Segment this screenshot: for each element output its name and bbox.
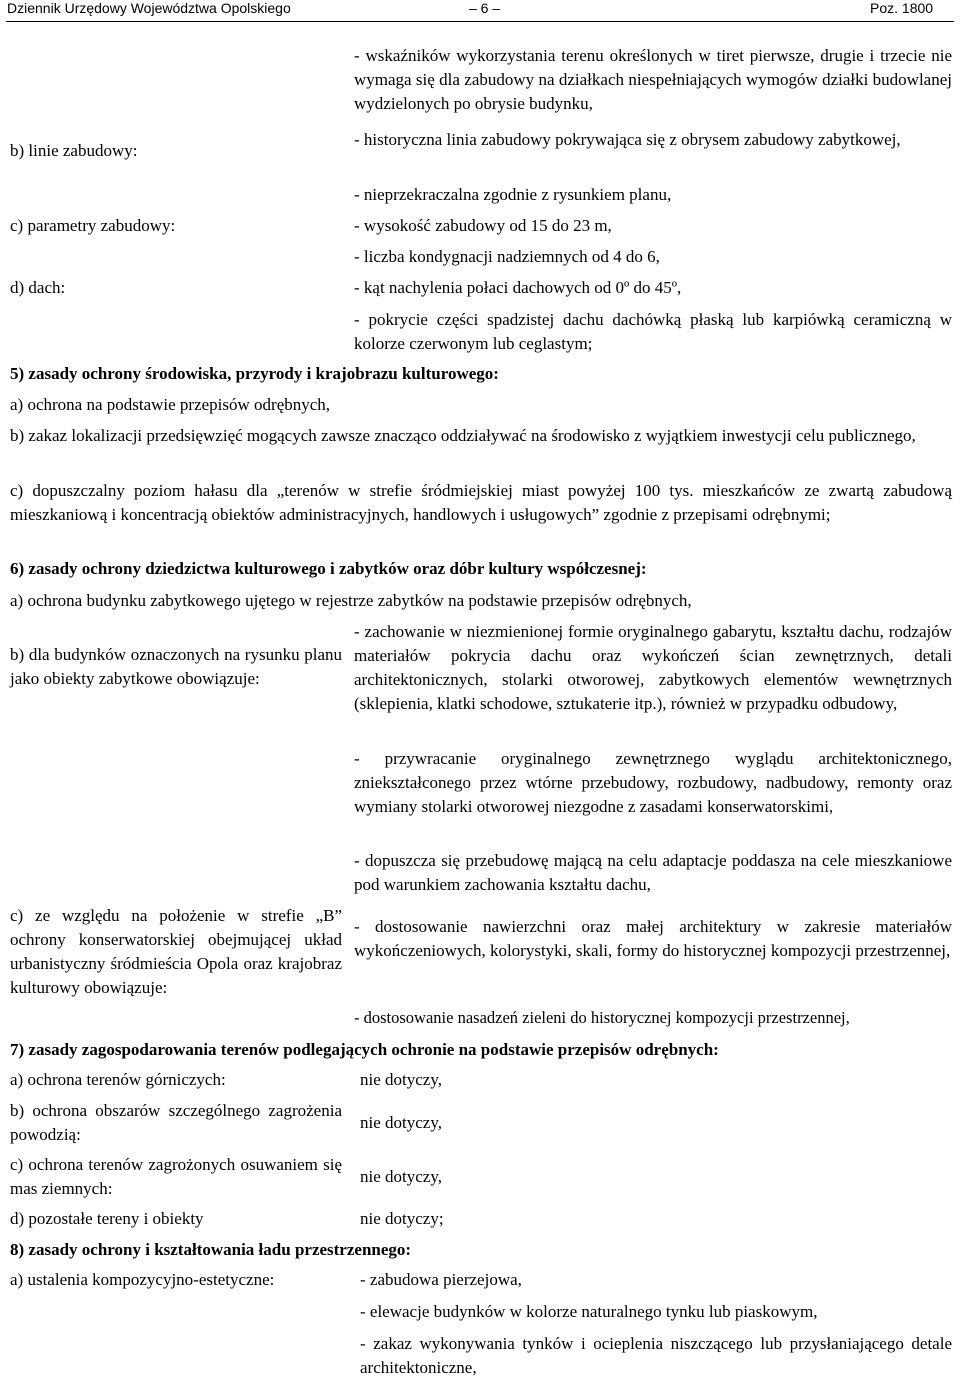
section-7-title: 7) zasady zagospodarowania terenów podlegających ochronie na podstawie przepisów odrębnych: <box>10 1040 719 1059</box>
section-6-title: 6) zasady ochrony dziedzictwa kulturowego i zabytków oraz dóbr kultury współczesnej: <box>10 559 647 578</box>
section-6-b-3: - dopuszcza się przebudowę mającą na celu adaptacje poddasza na cele mieszkaniowe pod warunkiem zachowania kształtu dachu, <box>354 851 952 894</box>
building-params-label: c) parametry zabudowy: <box>10 216 176 235</box>
building-height: - wysokość zabudowy od 15 do 23 m, <box>354 216 612 235</box>
section-8-a-1: - zabudowa pierzejowa, <box>360 1270 522 1289</box>
section-5-c: c) dopuszczalny poziom hałasu dla „terenów w strefie śródmiejskiej miast powyżej 100 tys. mieszkańców ze zwartą zabudową mieszkaniową i koncentracją obiektów administracyjnych, handlowych i usługowych” zgodnie z przepisami odrębnymi; <box>10 481 952 524</box>
section-7-b-label: b) ochrona obszarów szczególnego zagrożenia powodzią: <box>10 1101 342 1144</box>
roof-covering: - pokrycie części spadzistej dachu dachówką płaską lub karpiówką ceramiczną w kolorze czerwonym lub ceglastym; <box>354 310 952 353</box>
section-7-d-value: nie dotyczy; <box>360 1209 444 1228</box>
section-8-title: 8) zasady ochrony i kształtowania ładu przestrzennego: <box>10 1240 412 1259</box>
building-lines-historic: - historyczna linia zabudowy pokrywająca się z obrysem zabudowy zabytkowej, <box>354 130 901 149</box>
roof-angle: - kąt nachylenia połaci dachowych od 0º do 45º, <box>354 278 682 297</box>
building-lines-label: b) linie zabudowy: <box>10 141 138 160</box>
section-6-b-label: b) dla budynków oznaczonych na rysunku planu jako obiekty zabytkowe obowiązuje: <box>10 645 342 688</box>
page-header <box>0 0 960 22</box>
section-5-a: a) ochrona na podstawie przepisów odrębnych, <box>10 395 331 414</box>
building-lines-fixed: - nieprzekraczalna zgodnie z rysunkiem planu, <box>354 185 672 204</box>
section-6-c-1: - dostosowanie nawierzchni oraz małej architektury w zakresie materiałów wykończeniowych, kolorystyki, skali, formy do historycznej kompozycji przestrzennej, <box>354 917 952 960</box>
section-5-b: b) zakaz lokalizacji przedsięwzięć mogących zawsze znacząco oddziaływać na środowisko z wyjątkiem inwestycji celu publicznego, <box>10 426 916 445</box>
section-6-c-label: c) ze względu na położenie w strefie „B” ochrony konserwatorskiej obejmującej układ urbanistyczny śródmieścia Opola oraz krajobraz kulturowy obowiązuje: <box>10 906 342 997</box>
section-8-a-3: - zakaz wykonywania tynków i ocieplenia niszczącego lub przysłaniającego detale architektoniczne, <box>360 1334 952 1377</box>
journal-title: Dziennik Urzędowy Województwa Opolskiego <box>7 0 291 16</box>
section-7-a-label: a) ochrona terenów górniczych: <box>10 1070 226 1089</box>
section-7-c-value: nie dotyczy, <box>360 1167 442 1186</box>
section-8-a-2: - elewacje budynków w kolorze naturalnego tynku lub piaskowym, <box>360 1302 818 1321</box>
indicators-note: - wskaźników wykorzystania terenu określonych w tiret pierwsze, drugie i trzecie nie wymaga się dla zabudowy na działkach niespełniających wymogów działki budowlanej wydzielonych po obrysie budynku, <box>354 46 952 113</box>
header-rule <box>6 21 954 22</box>
section-5-title: 5) zasady ochrony środowiska, przyrody i krajobrazu kulturowego: <box>10 364 499 383</box>
section-8-a-label: a) ustalenia kompozycyjno-estetyczne: <box>10 1270 275 1289</box>
section-6-b-1: - zachowanie w niezmienionej formie oryginalnego gabarytu, kształtu dachu, rodzajów materiałów pokrycia dachu oraz wykończeń ścian zewnętrznych, detali architektonicznych, stolarki otworowej, zabytkowych elementów wewnętrznych (sklepienia, klatki schodowe, sztukaterie itp.), również w przypadku odbudowy, <box>354 622 952 713</box>
section-7-d-label: d) pozostałe tereny i obiekty <box>10 1209 204 1228</box>
section-7-b-value: nie dotyczy, <box>360 1113 442 1132</box>
section-6-b-2: - przywracanie oryginalnego zewnętrznego wyglądu architektonicznego, zniekształconego przez wtórne przebudowy, rozbudowy, nadbudowy, remonty oraz wymiany stolarki otworowej niezgodne z zasadami konserwatorskimi, <box>354 749 952 816</box>
page-number: – 6 – <box>469 0 501 16</box>
position-number: Poz. 1800 <box>870 0 934 16</box>
section-6-c-2: - dostosowanie nasadzeń zieleni do historycznej kompozycji przestrzennej, <box>354 1008 850 1027</box>
section-7-c-label: c) ochrona terenów zagrożonych osuwaniem się mas ziemnych: <box>10 1155 342 1198</box>
storeys-count: - liczba kondygnacji nadziemnych od 4 do 6, <box>354 247 660 266</box>
section-7-a-value: nie dotyczy, <box>360 1070 442 1089</box>
roof-label: d) dach: <box>10 278 66 297</box>
section-6-a: a) ochrona budynku zabytkowego ujętego w rejestrze zabytków na podstawie przepisów odrębnych, <box>10 591 692 610</box>
